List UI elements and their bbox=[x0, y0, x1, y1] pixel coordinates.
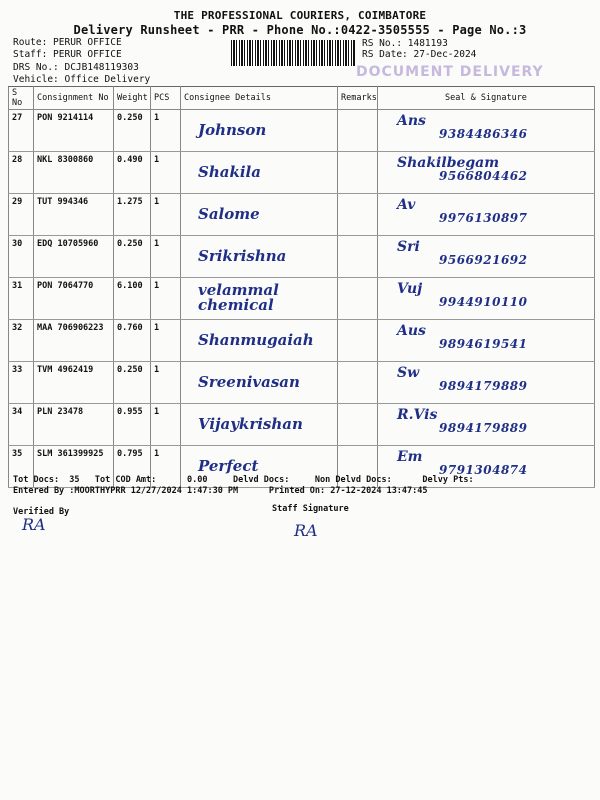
cell-weight: 0.795 bbox=[114, 446, 151, 488]
cell-weight: 6.100 bbox=[114, 278, 151, 320]
staff-initials: RA bbox=[294, 521, 318, 540]
cell-signature bbox=[378, 278, 595, 320]
cell-signature bbox=[378, 110, 595, 152]
signature-scrawl: Sri bbox=[397, 239, 420, 255]
cell-weight: 0.250 bbox=[114, 110, 151, 152]
cell-weight: 0.250 bbox=[114, 236, 151, 278]
cell-weight: 0.250 bbox=[114, 362, 151, 404]
staff-signature-label: Staff Signature bbox=[272, 504, 349, 514]
cell-sno: 34 bbox=[9, 404, 34, 446]
cell-sno: 28 bbox=[9, 152, 34, 194]
table-row bbox=[9, 194, 595, 236]
cell-signature bbox=[378, 320, 595, 362]
table-row bbox=[9, 236, 595, 278]
cell-sno: 27 bbox=[9, 110, 34, 152]
cell-weight: 0.490 bbox=[114, 152, 151, 194]
cell-pcs: 1 bbox=[151, 152, 181, 194]
cell-pcs: 1 bbox=[151, 404, 181, 446]
totals-line: Tot Docs: 35 Tot COD Amt: 0.00 Delvd Docs: Non Delvd Docs: Delvy Pts: bbox=[13, 475, 474, 485]
cell-sno: 35 bbox=[9, 446, 34, 488]
cell-signature bbox=[378, 362, 595, 404]
cell-consignee bbox=[181, 236, 338, 278]
table-row bbox=[9, 110, 595, 152]
rs-number: RS No.: 1481193 bbox=[362, 38, 448, 49]
col-remarks: Remarks bbox=[338, 87, 378, 110]
cell-weight: 0.760 bbox=[114, 320, 151, 362]
cell-consignee bbox=[181, 278, 338, 320]
cell-signature bbox=[378, 152, 595, 194]
col-pcs: PCS bbox=[151, 87, 181, 110]
col-weight: Weight bbox=[114, 87, 151, 110]
cell-remarks bbox=[338, 320, 378, 362]
consignee-handwriting: Shanmugaiah bbox=[198, 331, 314, 349]
barcode bbox=[231, 40, 355, 66]
signature-scrawl: Shakilbegam bbox=[397, 155, 500, 171]
cell-consignee bbox=[181, 152, 338, 194]
cell-sno: 32 bbox=[9, 320, 34, 362]
cell-remarks bbox=[338, 194, 378, 236]
cell-remarks bbox=[338, 404, 378, 446]
consignee-handwriting: Sreenivasan bbox=[198, 373, 300, 391]
cell-remarks bbox=[338, 152, 378, 194]
staff-label: Staff: PERUR OFFICE bbox=[13, 49, 122, 60]
drs-number: DRS No.: DCJB148119303 bbox=[13, 62, 139, 73]
col-consignee: Consignee Details bbox=[181, 87, 338, 110]
consignee-handwriting: Vijaykrishan bbox=[198, 415, 303, 433]
consignee-handwriting: Shakila bbox=[198, 163, 261, 181]
table-row bbox=[9, 362, 595, 404]
cell-signature bbox=[378, 236, 595, 278]
cell-consignee bbox=[181, 110, 338, 152]
cell-consignee bbox=[181, 404, 338, 446]
signature-scrawl: Vuj bbox=[397, 281, 423, 297]
cell-consignment: EDQ 10705960 bbox=[34, 236, 114, 278]
cell-sno: 31 bbox=[9, 278, 34, 320]
cell-pcs: 1 bbox=[151, 194, 181, 236]
phone-number: 9976130897 bbox=[439, 211, 528, 225]
cell-remarks bbox=[338, 110, 378, 152]
cell-signature bbox=[378, 194, 595, 236]
signature-scrawl: Ans bbox=[397, 113, 426, 129]
cell-consignment: PON 7064770 bbox=[34, 278, 114, 320]
cell-sno: 33 bbox=[9, 362, 34, 404]
cell-consignment: PLN 23478 bbox=[34, 404, 114, 446]
signature-scrawl: Sw bbox=[397, 365, 420, 381]
phone-number: 9566804462 bbox=[439, 169, 528, 183]
signature-scrawl: R.Vis bbox=[397, 407, 438, 423]
table-row bbox=[9, 320, 595, 362]
cell-pcs: 1 bbox=[151, 236, 181, 278]
consignee-handwriting: Johnson bbox=[198, 121, 267, 139]
signature-scrawl: Aus bbox=[397, 323, 426, 339]
phone-number: 9894179889 bbox=[439, 379, 528, 393]
cell-consignment: TUT 994346 bbox=[34, 194, 114, 236]
verified-initials: RA bbox=[22, 515, 46, 534]
cell-pcs: 1 bbox=[151, 446, 181, 488]
cell-sno: 30 bbox=[9, 236, 34, 278]
phone-number: 9566921692 bbox=[439, 253, 528, 267]
phone-number: 9944910110 bbox=[439, 295, 528, 309]
cell-consignment: TVM 4962419 bbox=[34, 362, 114, 404]
col-consignment: Consignment No bbox=[34, 87, 114, 110]
cell-sno: 29 bbox=[9, 194, 34, 236]
cell-consignee bbox=[181, 362, 338, 404]
entered-by-line: Entered By :MOORTHYPRR 12/27/2024 1:47:30 PM Printed On: 27-12-2024 13:47:45 bbox=[13, 486, 428, 496]
rs-date: RS Date: 27-Dec-2024 bbox=[362, 49, 477, 60]
cell-pcs: 1 bbox=[151, 362, 181, 404]
col-sno: S No bbox=[9, 87, 34, 110]
signature-scrawl: Av bbox=[397, 197, 416, 213]
cell-consignee bbox=[181, 194, 338, 236]
phone-number: 9894619541 bbox=[439, 337, 528, 351]
cell-pcs: 1 bbox=[151, 278, 181, 320]
cell-weight: 0.955 bbox=[114, 404, 151, 446]
consignee-handwriting: Salome bbox=[198, 205, 260, 223]
consignee-handwriting: Srikrishna bbox=[198, 247, 287, 265]
signature-scrawl: Em bbox=[397, 449, 423, 465]
table-header-row bbox=[9, 87, 595, 110]
table-row bbox=[9, 404, 595, 446]
phone-number: 9791304874 bbox=[439, 463, 528, 477]
table-row bbox=[9, 278, 595, 320]
vehicle-label: Vehicle: Office Delivery bbox=[13, 74, 151, 85]
runsheet-subtitle: Delivery Runsheet - PRR - Phone No.:0422-3505555 - Page No.:3 bbox=[73, 23, 527, 37]
table-row bbox=[9, 152, 595, 194]
cell-consignment: SLM 361399925 bbox=[34, 446, 114, 488]
cell-consignee bbox=[181, 320, 338, 362]
consignee-handwriting: velammal chemical bbox=[198, 281, 279, 314]
cell-remarks bbox=[338, 278, 378, 320]
cell-remarks bbox=[338, 362, 378, 404]
verified-by-label: Verified By bbox=[13, 507, 70, 517]
phone-number: 9384486346 bbox=[439, 127, 528, 141]
cell-weight: 1.275 bbox=[114, 194, 151, 236]
document-delivery-stamp: DOCUMENT DELIVERY bbox=[356, 64, 544, 80]
phone-number: 9894179889 bbox=[439, 421, 528, 435]
cell-remarks bbox=[338, 236, 378, 278]
consignment-table bbox=[8, 86, 595, 488]
col-signature: Seal & Signature bbox=[378, 87, 595, 110]
company-title: THE PROFESSIONAL COURIERS, COIMBATORE bbox=[173, 9, 427, 22]
cell-pcs: 1 bbox=[151, 110, 181, 152]
cell-consignment: NKL 8300860 bbox=[34, 152, 114, 194]
cell-pcs: 1 bbox=[151, 320, 181, 362]
route-label: Route: PERUR OFFICE bbox=[13, 37, 122, 48]
consignee-handwriting: Perfect bbox=[198, 457, 259, 475]
cell-consignment: MAA 706906223 bbox=[34, 320, 114, 362]
cell-signature bbox=[378, 404, 595, 446]
cell-consignment: PON 9214114 bbox=[34, 110, 114, 152]
